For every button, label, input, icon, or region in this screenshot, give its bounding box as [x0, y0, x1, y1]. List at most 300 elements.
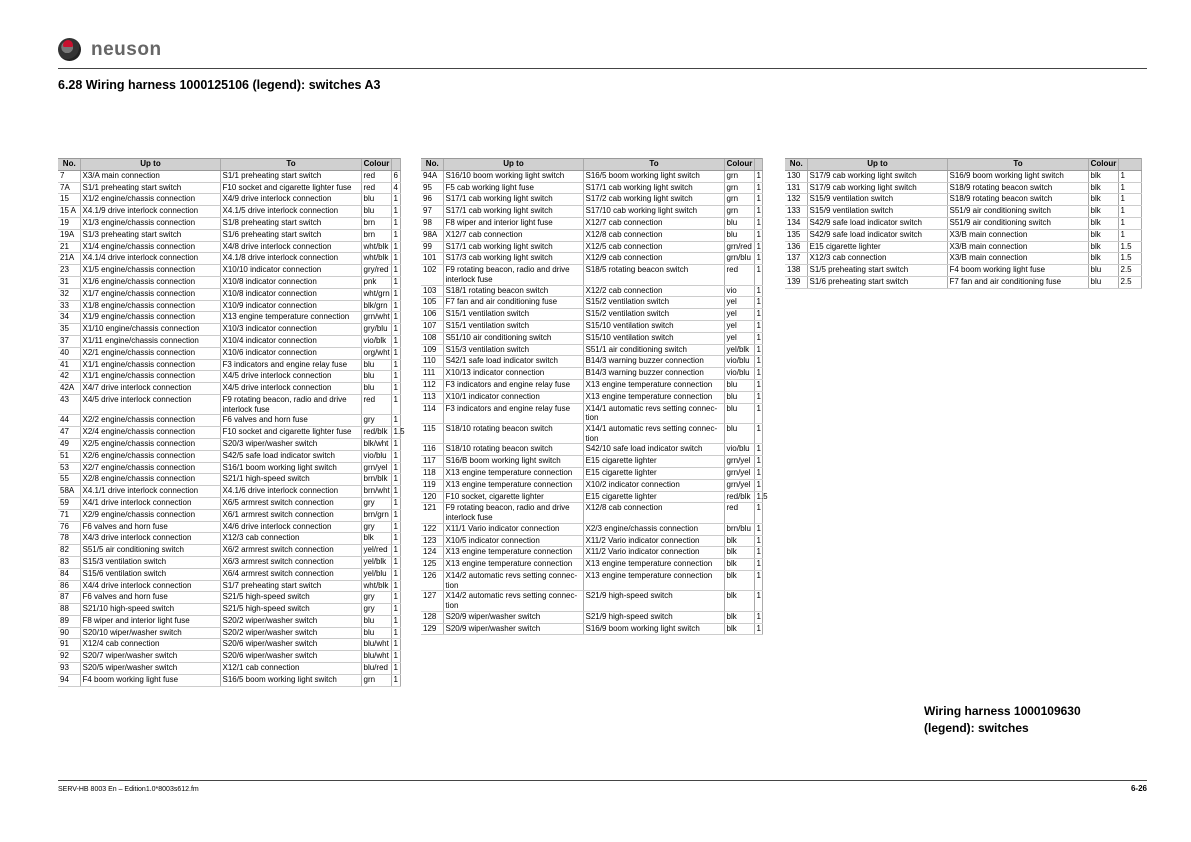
from-connection: X4/3 drive interlock connection — [80, 533, 220, 545]
wire-size: 1 — [754, 623, 762, 635]
table-row — [58, 276, 400, 288]
wire-size: 1 — [391, 556, 400, 568]
table-row — [785, 170, 1141, 182]
wire-number: 107 — [421, 320, 443, 332]
to-connection: S21/5 high-speed switch — [220, 604, 361, 616]
from-connection: X2/1 engine/chassis connection — [80, 347, 220, 359]
column-header — [391, 159, 400, 171]
from-connection: S20/5 wiper/washer switch — [80, 663, 220, 675]
column-header: To — [220, 159, 361, 171]
wire-number: 90 — [58, 627, 80, 639]
table-row — [421, 344, 762, 356]
table-row — [421, 456, 762, 468]
wire-colour: brn — [361, 229, 391, 241]
wire-size: 1 — [754, 368, 762, 380]
wire-colour: red/blk — [724, 491, 754, 503]
wire-colour: blk — [724, 570, 754, 590]
from-connection: X10/1 indicator connection — [443, 391, 583, 403]
to-connection: X10/6 indicator connection — [220, 347, 361, 359]
from-connection: S20/9 wiper/washer switch — [443, 611, 583, 623]
wire-colour: gry — [361, 497, 391, 509]
wire-size: 1 — [391, 639, 400, 651]
wire-number: 88 — [58, 604, 80, 616]
from-connection: S17/1 cab working light switch — [443, 194, 583, 206]
wire-size: 1 — [391, 383, 400, 395]
to-connection: X10/9 indicator connection — [220, 300, 361, 312]
wire-size: 1.5 — [391, 427, 400, 439]
from-connection: F4 boom working light fuse — [80, 674, 220, 686]
wire-colour: blk — [1088, 170, 1118, 182]
wire-size: 1 — [391, 580, 400, 592]
to-connection: S16/1 boom working light switch — [220, 462, 361, 474]
wire-size: 1 — [754, 379, 762, 391]
from-connection: X13 engine temperature connection — [443, 559, 583, 571]
footer-page-number: 6-26 — [1130, 784, 1147, 793]
wire-number: 15 — [58, 194, 80, 206]
wire-number: 58A — [58, 486, 80, 498]
wire-number: 118 — [421, 467, 443, 479]
from-connection: X11/1 Vario indicator connection — [443, 523, 583, 535]
from-connection: S17/9 cab working light switch — [807, 170, 947, 182]
wire-colour: wht/blk — [361, 253, 391, 265]
table-row — [785, 229, 1141, 241]
to-connection: S17/2 cab working light switch — [583, 194, 724, 206]
table-row — [421, 523, 762, 535]
from-connection: X14/2 automatic revs setting connec-tion — [443, 591, 583, 611]
table-row — [421, 285, 762, 297]
from-connection: X1/5 engine/chassis connection — [80, 265, 220, 277]
from-connection: S15/9 ventilation switch — [807, 194, 947, 206]
wire-size: 1 — [391, 415, 400, 427]
to-connection: E15 cigarette lighter — [583, 491, 724, 503]
table-row — [58, 462, 400, 474]
wire-size: 6 — [391, 170, 400, 182]
wire-number: 40 — [58, 347, 80, 359]
table-row — [421, 503, 762, 523]
wire-size: 1 — [391, 312, 400, 324]
wire-number: 102 — [421, 265, 443, 285]
wire-size: 1 — [391, 592, 400, 604]
wire-colour: vio — [724, 285, 754, 297]
to-connection: S20/2 wiper/washer switch — [220, 627, 361, 639]
from-connection: X2/2 engine/chassis connection — [80, 415, 220, 427]
to-connection: B14/3 warning buzzer connection — [583, 356, 724, 368]
table-row — [421, 309, 762, 321]
table-row — [421, 570, 762, 590]
wire-size: 1 — [754, 182, 762, 194]
wire-size: 1 — [391, 253, 400, 265]
wire-number: 83 — [58, 556, 80, 568]
wire-size: 1 — [754, 503, 762, 523]
wire-number: 101 — [421, 253, 443, 265]
wire-size: 4 — [391, 182, 400, 194]
from-connection: X3/A main connection — [80, 170, 220, 182]
wire-colour: blk — [724, 611, 754, 623]
from-connection: S17/3 cab working light switch — [443, 253, 583, 265]
to-connection: X4/9 drive interlock connection — [220, 194, 361, 206]
wire-colour: grn/blu — [724, 253, 754, 265]
from-connection: X10/5 indicator connection — [443, 535, 583, 547]
wire-size: 2.5 — [1118, 276, 1141, 288]
to-connection: X6/1 armrest switch connection — [220, 509, 361, 521]
from-connection: S15/3 ventilation switch — [80, 556, 220, 568]
to-connection: F3 indicators and engine relay fuse — [220, 359, 361, 371]
wire-number: 44 — [58, 415, 80, 427]
from-connection: X2/4 engine/chassis connection — [80, 427, 220, 439]
table-row — [421, 182, 762, 194]
wire-colour: blk/grn — [361, 300, 391, 312]
wire-colour: yel/red — [361, 545, 391, 557]
wire-number: 98 — [421, 217, 443, 229]
wire-size: 2.5 — [1118, 265, 1141, 277]
wire-size: 1 — [391, 627, 400, 639]
from-connection: X4/1 drive interlock connection — [80, 497, 220, 509]
wire-number: 135 — [785, 229, 807, 241]
to-connection: X12/2 cab connection — [583, 285, 724, 297]
to-connection: X4/8 drive interlock connection — [220, 241, 361, 253]
wire-number: 116 — [421, 444, 443, 456]
table-row — [58, 206, 400, 218]
wire-colour: grn/yel — [724, 479, 754, 491]
wire-size: 1 — [391, 300, 400, 312]
from-connection: X4/4 drive interlock connection — [80, 580, 220, 592]
wire-colour: blu — [724, 229, 754, 241]
table-row — [421, 253, 762, 265]
from-connection: X1/2 engine/chassis connection — [80, 194, 220, 206]
wire-size: 1 — [754, 467, 762, 479]
to-connection: S21/9 high-speed switch — [583, 591, 724, 611]
from-connection: S42/1 safe load indicator switch — [443, 356, 583, 368]
wire-colour: blk — [1088, 217, 1118, 229]
wiring-table-2 — [421, 158, 768, 635]
from-connection: X1/1 engine/chassis connection — [80, 371, 220, 383]
to-connection: S17/1 cab working light switch — [583, 182, 724, 194]
table-row — [421, 320, 762, 332]
table-row — [58, 253, 400, 265]
wire-number: 99 — [421, 241, 443, 253]
to-connection: S18/9 rotating beacon switch — [947, 194, 1088, 206]
to-connection: S18/5 rotating beacon switch — [583, 265, 724, 285]
wire-colour: red — [724, 265, 754, 285]
wire-colour: blu — [361, 383, 391, 395]
wire-colour: brn — [361, 217, 391, 229]
wire-number: 31 — [58, 276, 80, 288]
wire-colour: brn/blu — [724, 523, 754, 535]
table-row — [58, 592, 400, 604]
wire-number: 133 — [785, 206, 807, 218]
wire-size: 1 — [391, 241, 400, 253]
table-row — [421, 391, 762, 403]
from-connection: X1/6 engine/chassis connection — [80, 276, 220, 288]
from-connection: S51/10 air conditioning switch — [443, 332, 583, 344]
wire-size: 1 — [754, 423, 762, 443]
from-connection: X12/7 cab connection — [443, 229, 583, 241]
to-connection: S51/1 air conditioning switch — [583, 344, 724, 356]
table-row — [421, 368, 762, 380]
table-row — [58, 497, 400, 509]
to-connection: S16/5 boom working light switch — [220, 674, 361, 686]
table-row — [785, 253, 1141, 265]
wire-colour: blk — [1088, 182, 1118, 194]
column-header: Colour — [724, 159, 754, 171]
wiring-table-3 — [785, 158, 1142, 289]
column-header: To — [583, 159, 724, 171]
wire-size: 1 — [391, 604, 400, 616]
wire-number: 87 — [58, 592, 80, 604]
from-connection: X4.1/9 drive interlock connection — [80, 206, 220, 218]
wire-size: 1 — [754, 194, 762, 206]
table-row — [421, 535, 762, 547]
from-connection: X13 engine temperature connection — [443, 479, 583, 491]
wire-colour: brn/wht — [361, 486, 391, 498]
wire-colour: blu — [724, 217, 754, 229]
wire-number: 84 — [58, 568, 80, 580]
to-connection: S51/9 air conditioning switch — [947, 206, 1088, 218]
table-row — [785, 194, 1141, 206]
wire-number: 122 — [421, 523, 443, 535]
wire-size: 1 — [1118, 182, 1141, 194]
table-row — [421, 229, 762, 241]
wire-size: 1 — [391, 229, 400, 241]
wire-number: 32 — [58, 288, 80, 300]
wire-number: 71 — [58, 509, 80, 521]
wire-size: 1 — [754, 285, 762, 297]
wire-size: 1 — [754, 456, 762, 468]
from-connection: S51/5 air conditioning switch — [80, 545, 220, 557]
table-row — [421, 217, 762, 229]
table-row — [421, 547, 762, 559]
from-connection: X4/7 drive interlock connection — [80, 383, 220, 395]
to-connection: F4 boom working light fuse — [947, 265, 1088, 277]
wire-size: 1 — [391, 324, 400, 336]
wire-colour: blu — [724, 379, 754, 391]
header-rule — [58, 68, 1147, 69]
to-connection: X11/2 Vario indicator connection — [583, 547, 724, 559]
to-connection: B14/3 warning buzzer connection — [583, 368, 724, 380]
to-connection: F10 socket and cigarette lighter fuse — [220, 182, 361, 194]
wire-size: 1.5 — [1118, 241, 1141, 253]
wire-colour: grn — [724, 170, 754, 182]
wire-colour: blu — [1088, 265, 1118, 277]
caption-line-2: (legend): switches — [924, 721, 1029, 735]
table-row — [58, 604, 400, 616]
from-connection: F9 rotating beacon, radio and drive interlock fuse — [443, 503, 583, 523]
wire-colour: grn — [724, 194, 754, 206]
wire-number: 109 — [421, 344, 443, 356]
wire-number: 37 — [58, 335, 80, 347]
wire-size: 1 — [391, 568, 400, 580]
from-connection: S15/3 ventilation switch — [443, 344, 583, 356]
table-row — [58, 194, 400, 206]
table-row — [58, 170, 400, 182]
wire-colour: blu — [361, 627, 391, 639]
table-row — [785, 217, 1141, 229]
table-row — [58, 674, 400, 686]
table-row — [58, 288, 400, 300]
to-connection: S15/2 ventilation switch — [583, 309, 724, 321]
wire-size: 1 — [754, 547, 762, 559]
table-row — [421, 170, 762, 182]
table-row — [58, 182, 400, 194]
wire-size: 1 — [754, 479, 762, 491]
from-connection: S20/10 wiper/washer switch — [80, 627, 220, 639]
wire-size: 1 — [754, 356, 762, 368]
wire-colour: vio/blu — [724, 444, 754, 456]
table-row — [421, 559, 762, 571]
from-connection: F5 cab working light fuse — [443, 182, 583, 194]
wire-colour: grn/yel — [724, 467, 754, 479]
wire-size: 1 — [391, 474, 400, 486]
wire-size: 1 — [391, 674, 400, 686]
wire-colour: blk — [1088, 253, 1118, 265]
wire-size: 1 — [391, 347, 400, 359]
table-row — [421, 403, 762, 423]
wire-number: 49 — [58, 438, 80, 450]
table-row — [58, 324, 400, 336]
wire-number: 123 — [421, 535, 443, 547]
wire-number: 19A — [58, 229, 80, 241]
from-connection: X2/8 engine/chassis connection — [80, 474, 220, 486]
column-header: Colour — [1088, 159, 1118, 171]
table-row — [421, 623, 762, 635]
wire-colour: wht/blk — [361, 241, 391, 253]
to-connection: S20/3 wiper/washer switch — [220, 438, 361, 450]
wire-size: 1 — [754, 265, 762, 285]
table-row — [421, 241, 762, 253]
table-row — [58, 627, 400, 639]
to-connection: X6/2 armrest switch connection — [220, 545, 361, 557]
from-connection: F8 wiper and interior light fuse — [443, 217, 583, 229]
wire-size: 1 — [391, 288, 400, 300]
table-row — [58, 300, 400, 312]
from-connection: X2/9 engine/chassis connection — [80, 509, 220, 521]
wire-size: 1 — [754, 309, 762, 321]
table-row — [58, 335, 400, 347]
column-header — [1118, 159, 1141, 171]
wire-number: 134 — [785, 217, 807, 229]
wire-colour: gry/blu — [361, 324, 391, 336]
wire-size: 1 — [754, 253, 762, 265]
from-connection: E15 cigarette lighter — [807, 241, 947, 253]
wire-colour: brn/grn — [361, 509, 391, 521]
table-row — [58, 438, 400, 450]
wire-colour: blk — [724, 547, 754, 559]
from-connection: X1/8 engine/chassis connection — [80, 300, 220, 312]
table-row — [421, 491, 762, 503]
wire-size: 1 — [754, 217, 762, 229]
table-row — [785, 276, 1141, 288]
wire-number: 120 — [421, 491, 443, 503]
from-connection: S15/1 ventilation switch — [443, 320, 583, 332]
wire-number: 93 — [58, 663, 80, 675]
from-connection: S20/7 wiper/washer switch — [80, 651, 220, 663]
wire-colour: blk — [1088, 241, 1118, 253]
to-connection: X4/6 drive interlock connection — [220, 521, 361, 533]
to-connection: S21/9 high-speed switch — [583, 611, 724, 623]
wire-number: 92 — [58, 651, 80, 663]
to-connection: X13 engine temperature connection — [583, 379, 724, 391]
to-connection: S16/9 boom working light switch — [583, 623, 724, 635]
wire-number: 117 — [421, 456, 443, 468]
wire-size: 1.5 — [754, 491, 762, 503]
from-connection: X12/4 cab connection — [80, 639, 220, 651]
wire-number: 129 — [421, 623, 443, 635]
wire-number: 94A — [421, 170, 443, 182]
section-caption — [924, 703, 1084, 737]
table-row — [58, 347, 400, 359]
from-connection: F3 indicators and engine relay fuse — [443, 379, 583, 391]
column-header: Up to — [443, 159, 583, 171]
wire-colour: blk — [1088, 194, 1118, 206]
from-connection: X13 engine temperature connection — [443, 547, 583, 559]
wire-colour: blu — [361, 371, 391, 383]
wire-size: 1 — [391, 521, 400, 533]
column-header: No. — [58, 159, 80, 171]
table-row — [421, 467, 762, 479]
table-row — [421, 591, 762, 611]
wire-number: 21A — [58, 253, 80, 265]
to-connection: S1/1 preheating start switch — [220, 170, 361, 182]
table-row — [58, 371, 400, 383]
to-connection: X3/B main connection — [947, 241, 1088, 253]
table-row — [58, 265, 400, 277]
wire-number: 42A — [58, 383, 80, 395]
wire-number: 19 — [58, 217, 80, 229]
table-row — [58, 229, 400, 241]
wire-colour: blk — [1088, 206, 1118, 218]
table-row — [421, 206, 762, 218]
to-connection: S15/10 ventilation switch — [583, 332, 724, 344]
to-connection: S42/5 safe load indicator switch — [220, 450, 361, 462]
wire-number: 125 — [421, 559, 443, 571]
table-row — [421, 332, 762, 344]
table-row — [421, 423, 762, 443]
wire-size: 1 — [391, 545, 400, 557]
table-row — [421, 611, 762, 623]
from-connection: S16/B boom working light switch — [443, 456, 583, 468]
wire-number: 41 — [58, 359, 80, 371]
wire-colour: blk — [724, 535, 754, 547]
wire-size: 1 — [754, 403, 762, 423]
wire-colour: blu — [361, 615, 391, 627]
wire-size: 1 — [754, 523, 762, 535]
from-connection: X1/1 engine/chassis connection — [80, 359, 220, 371]
wire-size: 1 — [754, 391, 762, 403]
to-connection: X10/10 indicator connection — [220, 265, 361, 277]
to-connection: X6/5 armrest switch connection — [220, 497, 361, 509]
wire-colour: gry — [361, 592, 391, 604]
to-connection: X10/8 indicator connection — [220, 276, 361, 288]
table-row — [58, 486, 400, 498]
from-connection: F3 indicators and engine relay fuse — [443, 403, 583, 423]
from-connection: S16/10 boom working light switch — [443, 170, 583, 182]
wire-colour: grn — [724, 182, 754, 194]
wire-number: 137 — [785, 253, 807, 265]
from-connection: X4.1/1 drive interlock connection — [80, 486, 220, 498]
wire-colour: vio/blu — [361, 450, 391, 462]
to-connection: S20/6 wiper/washer switch — [220, 651, 361, 663]
wire-colour: blu/wht — [361, 639, 391, 651]
to-connection: S51/9 air conditioning switch — [947, 217, 1088, 229]
wire-size: 1 — [754, 332, 762, 344]
caption-line-1: Wiring harness 1000109630 — [924, 704, 1081, 718]
wire-number: 110 — [421, 356, 443, 368]
wire-size: 1 — [754, 344, 762, 356]
wire-size: 1 — [754, 241, 762, 253]
to-connection: X4.1/8 drive interlock connection — [220, 253, 361, 265]
wire-number: 127 — [421, 591, 443, 611]
wire-colour: brn/blk — [361, 474, 391, 486]
